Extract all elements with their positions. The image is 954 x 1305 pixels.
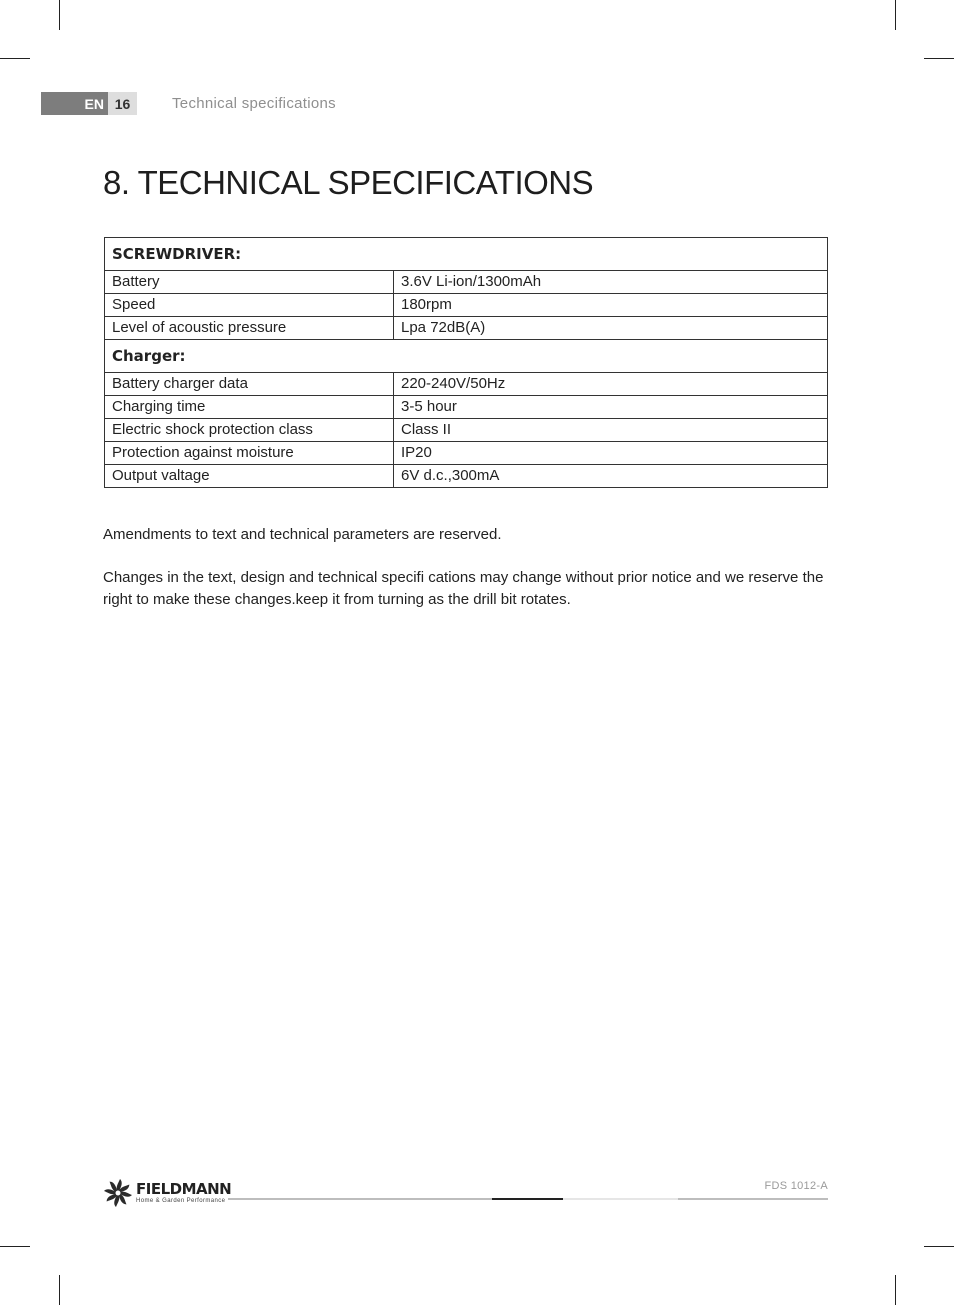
footer-rule-dark-segment (492, 1198, 563, 1200)
spec-key: Level of acoustic pressure (105, 317, 394, 340)
page-header (41, 92, 336, 115)
spec-key: Protection against moisture (105, 442, 394, 465)
spec-value: 180rpm (394, 294, 828, 317)
spec-table (104, 237, 828, 488)
brand-name: FIELDMANN (136, 1179, 232, 1198)
model-number: FDS 1012-A (764, 1180, 828, 1192)
amendments-note: Amendments to text and technical parameters are reserved. (103, 526, 502, 543)
group-heading-charger: Charger: (105, 340, 828, 373)
table-row (105, 396, 828, 419)
spec-value: 3.6V Li-ion/1300mAh (394, 271, 828, 294)
spec-key: Speed (105, 294, 394, 317)
crop-mark-bottom-left-h (0, 1246, 30, 1247)
page-number: 16 (108, 92, 137, 115)
table-row (105, 317, 828, 340)
section-title: Technical specifications (172, 95, 336, 112)
spec-key: Battery charger data (105, 373, 394, 396)
footer-rule (228, 1198, 828, 1200)
spec-value: 3-5 hour (394, 396, 828, 419)
table-row (105, 294, 828, 317)
brand-tagline: Home & Garden Performance (136, 1197, 226, 1204)
brand-logo (103, 1178, 231, 1208)
crop-mark-top-left-h (0, 58, 30, 59)
crop-mark-bottom-right (895, 1275, 896, 1305)
fan-logo-icon (103, 1178, 133, 1208)
spec-value: 6V d.c.,300mA (394, 465, 828, 488)
crop-mark-top-left (59, 0, 60, 30)
group-heading-screwdriver: SCREWDRIVER: (105, 238, 828, 271)
crop-mark-top-right-h (924, 58, 954, 59)
spec-value: Class II (394, 419, 828, 442)
table-row (105, 373, 828, 396)
table-row (105, 442, 828, 465)
spec-key: Electric shock protection class (105, 419, 394, 442)
table-row (105, 419, 828, 442)
crop-mark-top-right (895, 0, 896, 30)
spec-key: Output valtage (105, 465, 394, 488)
changes-note: Changes in the text, design and technical specifi cations may change without prior notice and we reserve the right to make these changes.keep it from turning as the drill bit rotates. (103, 569, 824, 608)
language-badge: EN (41, 92, 108, 115)
crop-mark-bottom-right-h (924, 1246, 954, 1247)
crop-mark-bottom-left (59, 1275, 60, 1305)
spec-value: 220-240V/50Hz (394, 373, 828, 396)
spec-group-heading (105, 238, 828, 271)
footer-rule-light-segment (563, 1198, 678, 1200)
spec-key: Charging time (105, 396, 394, 419)
spec-group-heading (105, 340, 828, 373)
spec-value: Lpa 72dB(A) (394, 317, 828, 340)
spec-value: IP20 (394, 442, 828, 465)
spec-key: Battery (105, 271, 394, 294)
page-title: 8. TECHNICAL SPECIFICATIONS (103, 164, 594, 201)
table-row (105, 465, 828, 488)
table-row (105, 271, 828, 294)
